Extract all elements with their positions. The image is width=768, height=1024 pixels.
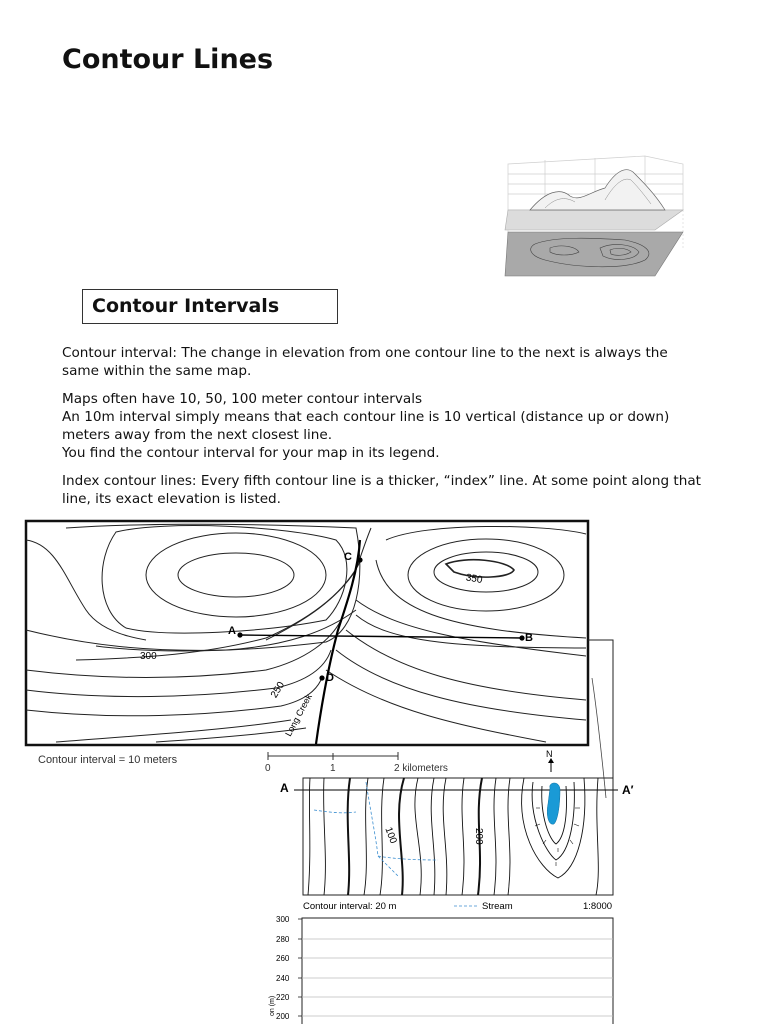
north-label: N bbox=[546, 749, 553, 759]
map1-legend-interval: Contour interval = 10 meters bbox=[38, 754, 178, 766]
map2-contour-label-200: 200 bbox=[473, 828, 484, 845]
map1-point-c: C bbox=[344, 551, 352, 563]
paragraph-index-lines: Index contour lines: Every fifth contour line is a thicker, “index” line. At some point along that line, its exact elevation is listed. bbox=[62, 473, 701, 507]
contour-map-stream bbox=[278, 748, 638, 914]
elevation-profile-graph bbox=[258, 912, 628, 1024]
profile-y-tick-220: 220 bbox=[276, 993, 290, 1002]
map1-scale-tick-0: 0 bbox=[265, 763, 271, 774]
profile-y-tick-200: 200 bbox=[276, 1012, 290, 1021]
map2-label-a: A bbox=[280, 781, 289, 795]
intervals-line-2: An 10m interval simply means that each contour line is 10 vertical (distance up or down) meters away from the next closest line. bbox=[62, 409, 670, 443]
map1-point-b: B bbox=[525, 632, 533, 644]
map1-scale-tick-1: 1 bbox=[330, 763, 336, 774]
map1-contour-label-250: 250 bbox=[268, 680, 288, 701]
map2-label-a-prime: A′ bbox=[622, 783, 634, 797]
map1-contour-label-350: 350 bbox=[464, 572, 484, 587]
map1-point-a: A bbox=[228, 625, 236, 637]
intervals-line-1: Maps often have 10, 50, 100 meter contour intervals bbox=[62, 391, 423, 407]
intervals-line-3: You find the contour interval for your map in its legend. bbox=[62, 445, 440, 461]
page-title: Contour Lines bbox=[62, 44, 274, 75]
map1-contour-label-300: 300 bbox=[140, 651, 157, 662]
profile-y-tick-280: 280 bbox=[276, 935, 290, 944]
map1-point-d: D bbox=[326, 672, 334, 684]
section-heading-box bbox=[82, 289, 338, 324]
paragraph-definition: Contour interval: The change in elevation from one contour line to the next is always the same within the same map. bbox=[62, 345, 668, 379]
contour-map-creek bbox=[26, 520, 590, 746]
profile-y-tick-300: 300 bbox=[276, 915, 290, 924]
terrain-3d-illustration bbox=[505, 152, 688, 278]
map2-legend-scale: 1:8000 bbox=[583, 901, 613, 912]
map1-scale-tick-2: 2 kilometers bbox=[394, 763, 448, 774]
profile-y-tick-260: 260 bbox=[276, 954, 290, 963]
map2-legend-stream: Stream bbox=[482, 901, 513, 912]
profile-y-axis-label: on (m) bbox=[269, 995, 276, 1016]
profile-y-tick-240: 240 bbox=[276, 974, 290, 983]
map2-contour-label-100: 100 bbox=[382, 825, 399, 846]
section-heading: Contour Intervals bbox=[92, 295, 280, 317]
map1-creek-label: Long Creek bbox=[283, 692, 314, 738]
paragraph-intervals bbox=[62, 390, 702, 462]
map2-legend-interval: Contour interval: 20 m bbox=[303, 901, 397, 912]
